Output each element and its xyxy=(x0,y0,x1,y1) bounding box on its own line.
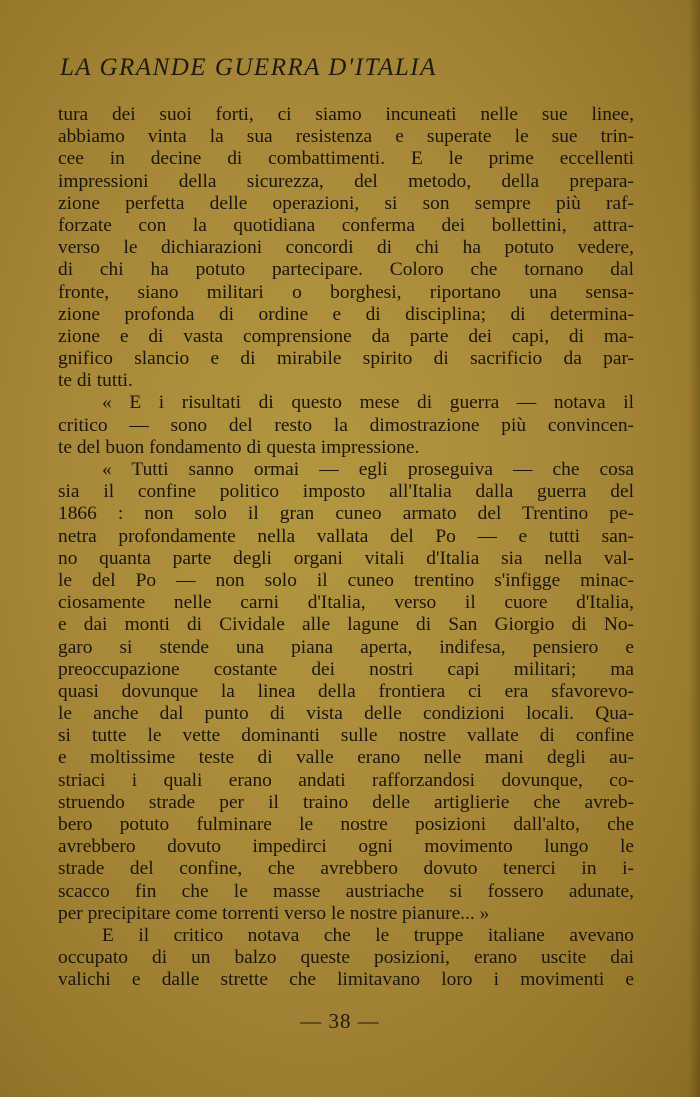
text-line: occupato di un balzo queste posizioni, erano uscite dai xyxy=(58,947,634,969)
text-line: avrebbero dovuto impedirci ogni movimento lungo le xyxy=(58,836,634,858)
text-line: fronte, siano militari o borghesi, riportano una sensa- xyxy=(58,281,634,303)
text-line: no quanta parte degli organi vitali d'Italia sia nella val- xyxy=(58,547,634,569)
text-line: sia il confine politico imposto all'Italia dalla guerra del xyxy=(58,481,634,503)
text-line: « E i risultati di questo mese di guerra — notava il xyxy=(102,392,634,414)
text-line: e dai monti di Cividale alle lagune di San Giorgio di No- xyxy=(58,614,634,636)
text-line: netra profondamente nella vallata del Po — e tutti san- xyxy=(58,525,634,547)
text-line: per precipitare come torrenti verso le nostre pianure... » xyxy=(58,902,490,924)
text-line: zione perfetta delle operazioni, si son sempre più raf- xyxy=(58,192,634,214)
text-line: te di tutti. xyxy=(58,370,133,392)
text-line: di chi ha potuto partecipare. Coloro che tornano dal xyxy=(58,259,634,281)
page-number: — 38 — xyxy=(300,1009,380,1033)
text-line: abbiamo vinta la sua resistenza e superate le sue trin- xyxy=(58,126,634,148)
text-line: « Tutti sanno ormai — egli proseguiva — che cosa xyxy=(102,459,634,480)
text-line: critico — sono del resto la dimostrazione più convincen- xyxy=(58,414,634,436)
text-line: E il critico notava che le truppe italiane avevano xyxy=(102,924,634,946)
text-line: impressioni della sicurezza, del metodo, della prepara- xyxy=(58,170,634,192)
text-line: striaci i quali erano andati rafforzandosi dovunque, co- xyxy=(58,769,634,791)
text-line: bero potuto fulminare le nostre posizioni dall'alto, che xyxy=(58,814,634,835)
text-line: zione e di vasta comprensione da parte dei capi, di ma- xyxy=(58,325,634,347)
text-line: cee in decine di combattimenti. E le prime eccellenti xyxy=(58,148,634,170)
text-line: le del Po — non solo il cuneo trentino s'infigge minac- xyxy=(58,569,634,591)
text-line: preoccupazione costante dei nostri capi militari; ma xyxy=(58,658,634,680)
text-line: le anche dal punto di vista delle condizioni locali. Qua- xyxy=(58,703,634,725)
text-line: zione profonda di ordine e di disciplina; di determina- xyxy=(58,303,634,325)
text-line: tura dei suoi forti, ci siamo incuneati nelle sue linee, xyxy=(58,104,634,125)
text-line: te del buon fondamento di questa impressione. xyxy=(58,436,420,458)
text-line: valichi e dalle strette che limitavano loro i movimenti e xyxy=(58,969,634,991)
running-head-title: LA GRANDE GUERRA D'ITALIA xyxy=(60,54,437,81)
text-line: garo si stende una piana aperta, indifesa, pensiero e xyxy=(58,636,634,658)
text-line: gnifico slancio e di mirabile spirito di sacrificio da par- xyxy=(58,348,634,370)
text-line: strade del confine, che avrebbero dovuto tenerci in i- xyxy=(58,858,634,880)
text-line: verso le dichiarazioni concordi di chi ha potuto vedere, xyxy=(58,237,634,259)
text-line: 1866 : non solo il gran cuneo armato del Trentino pe- xyxy=(58,503,634,525)
body-text xyxy=(58,104,634,992)
text-line: scacco fin che le masse austriache si fossero adunate, xyxy=(58,880,634,902)
text-line: struendo strade per il traino delle artiglierie che avreb- xyxy=(58,791,634,813)
text-line: ciosamente nelle carni d'Italia, verso il cuore d'Italia, xyxy=(58,592,634,614)
text-line: quasi dovunque la linea della frontiera ci era sfavorevo- xyxy=(58,680,634,702)
text-line: e moltissime teste di valle erano nelle mani degli au- xyxy=(58,747,634,769)
text-line: si tutte le vette dominanti sulle nostre vallate di confine xyxy=(58,725,634,747)
page-edge-shadow xyxy=(688,0,700,1097)
text-line: forzate con la quotidiana conferma dei bollettini, attra- xyxy=(58,214,634,236)
